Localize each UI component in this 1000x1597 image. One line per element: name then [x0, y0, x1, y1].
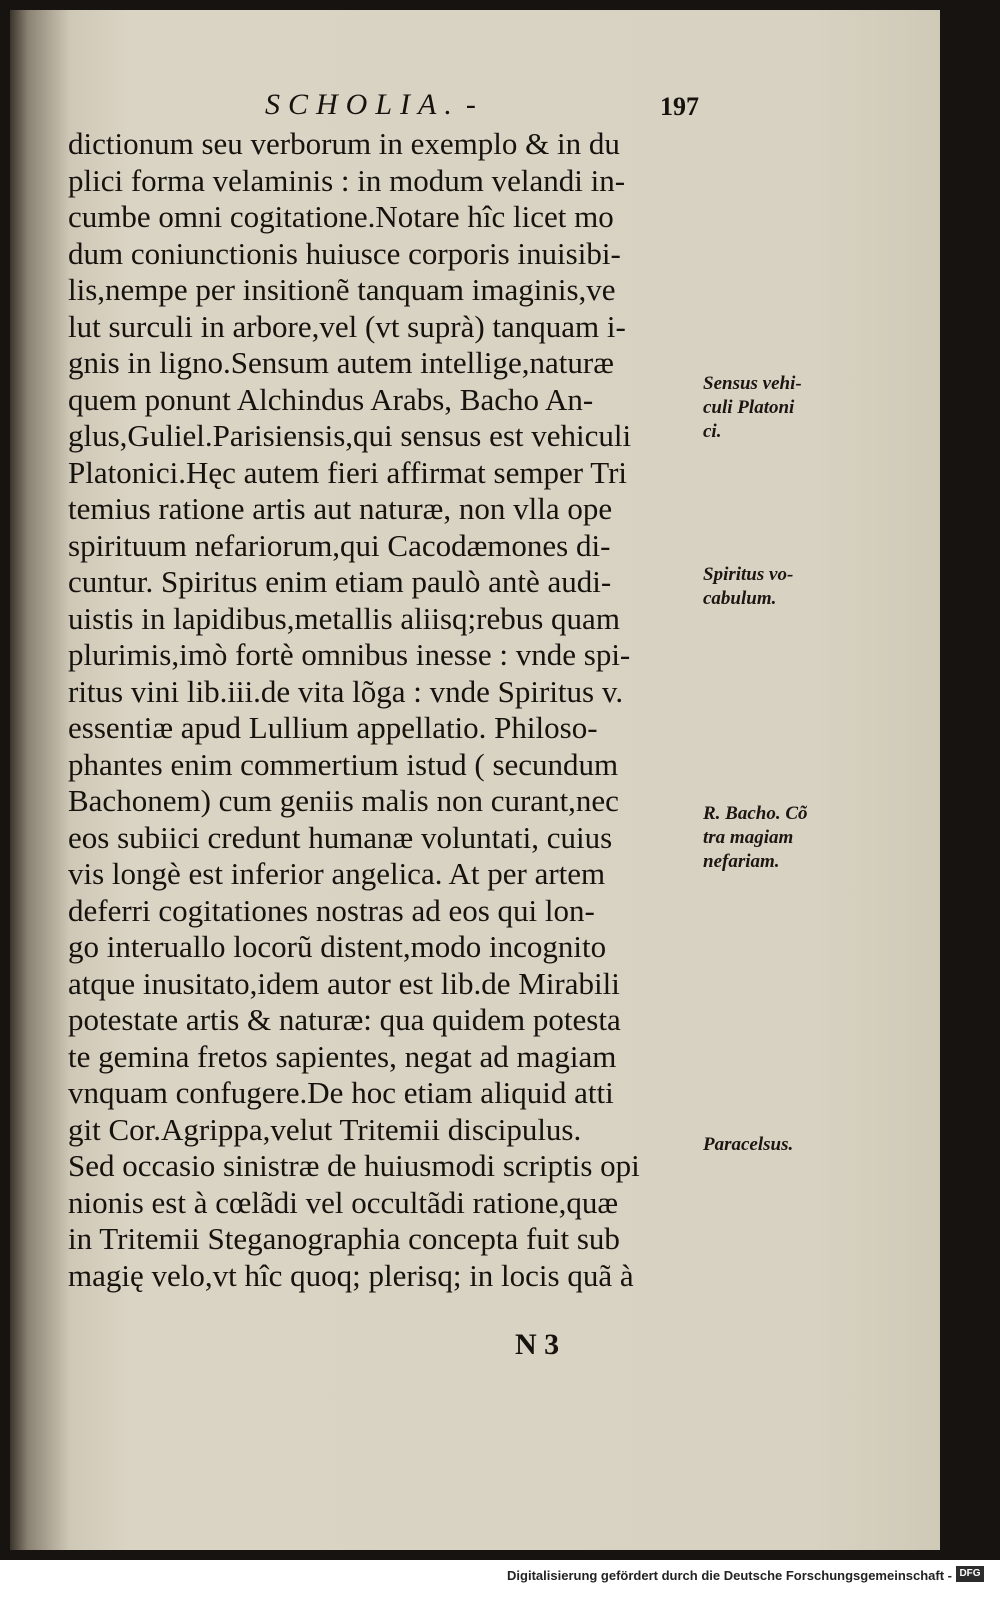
- margin-note: [703, 372, 802, 444]
- text-line: vnquam confugere.De hoc etiam aliquid atti: [68, 1075, 614, 1110]
- margin-note-line: ci.: [703, 421, 722, 442]
- margin-note-line: Paracelsus.: [703, 1134, 794, 1155]
- text-line: nionis est à cœlãdi vel occultãdi ratione,quæ: [68, 1184, 619, 1220]
- book-page: [10, 10, 940, 1550]
- text-line: plurimis,imò fortè omnibus inesse : vnde spi-: [68, 637, 631, 672]
- text-line: glus,Guliel.Parisiensis,qui sensus est vehiculi: [68, 418, 632, 453]
- margin-note-line: culi Platoni: [703, 397, 795, 418]
- text-line: git Cor.Agrippa,velut Tritemii discipulus.: [68, 1111, 582, 1147]
- text-line: cumbe omni cogitatione.Notare hîc licet mo: [68, 199, 614, 234]
- text-line: lut surculi in arbore,vel (vt suprà) tanquam i-: [68, 308, 626, 344]
- margin-note-line: tra magiam: [703, 827, 794, 848]
- body-text: [68, 126, 708, 1294]
- text-line: ritus vini lib.iii.de vita lõga : vnde Spiritus v.: [68, 673, 624, 709]
- margin-note: [703, 563, 793, 611]
- text-line: Platonici.Hęc autem fieri affirmat semper Tri: [68, 454, 627, 490]
- running-title: [265, 88, 476, 122]
- dfg-logo: DFG: [956, 1566, 984, 1582]
- margin-note-line: nefariam.: [703, 851, 780, 872]
- text-line: te gemina fretos sapientes, negat ad magiam: [68, 1038, 617, 1074]
- running-title-text: SCHOLIA.: [265, 88, 460, 121]
- text-line: go interuallo locorũ distent,modo incognito: [68, 929, 607, 964]
- text-line: dictionum seu verborum in exemplo & in du: [68, 126, 620, 161]
- margin-note-line: Sensus vehi-: [703, 373, 802, 394]
- footer-credit: Digitalisierung gefördert durch die Deutsche Forschungsgemeinschaft -: [507, 1568, 952, 1583]
- text-line: vis longè est inferior angelica. At per artem: [68, 856, 606, 891]
- footer-bar: [0, 1560, 1000, 1597]
- text-line: Bachonem) cum geniis malis non curant,nec: [68, 783, 619, 818]
- margin-note: [703, 802, 808, 874]
- text-line: potestate artis & naturæ: qua quidem potesta: [68, 1002, 621, 1037]
- text-line: eos subiici credunt humanæ voluntati, cuius: [68, 819, 613, 855]
- text-line: spirituum nefariorum,qui Cacodæmones di-: [68, 527, 611, 563]
- running-title-dash: -: [465, 88, 476, 121]
- margin-note-line: R. Bacho. Cõ: [703, 803, 808, 824]
- text-line: gnis in ligno.Sensum autem intellige,naturæ: [68, 345, 614, 380]
- text-line: cuntur. Spiritus enim etiam paulò antè audi-: [68, 564, 612, 599]
- text-line: essentiæ apud Lullium appellatio. Philoso-: [68, 710, 598, 745]
- text-line: temius ratione artis aut naturæ, non vlla ope: [68, 491, 613, 526]
- text-line: dum coniunctionis huiusce corporis inuisibi-: [68, 235, 621, 271]
- text-line: plici forma velaminis : in modum velandi in-: [68, 162, 626, 198]
- margin-note-line: cabulum.: [703, 588, 777, 609]
- page-number: 197: [660, 92, 699, 121]
- text-line: lis,nempe per insitionẽ tanquam imaginis,ve: [68, 272, 616, 307]
- text-line: atque inusitato,idem autor est lib.de Mirabili: [68, 965, 620, 1001]
- text-line: in Tritemii Steganographia concepta fuit sub: [68, 1221, 620, 1256]
- text-line: phantes enim commertium istud ( secundum: [68, 746, 619, 782]
- text-line: magię velo,vt hîc quoq; plerisq; in locis quã à: [68, 1257, 634, 1293]
- margin-note: [703, 1133, 793, 1157]
- margin-note-line: Spiritus vo-: [703, 564, 794, 585]
- text-line: uistis in lapidibus,metallis aliisq;rebus quam: [68, 600, 620, 636]
- text-line: quem ponunt Alchindus Arabs, Bacho An-: [68, 381, 594, 417]
- text-line: deferri cogitationes nostras ad eos qui lon-: [68, 892, 595, 928]
- signature-mark: N 3: [515, 1328, 560, 1361]
- text-line: Sed occasio sinistræ de huiusmodi scriptis opi: [68, 1148, 640, 1183]
